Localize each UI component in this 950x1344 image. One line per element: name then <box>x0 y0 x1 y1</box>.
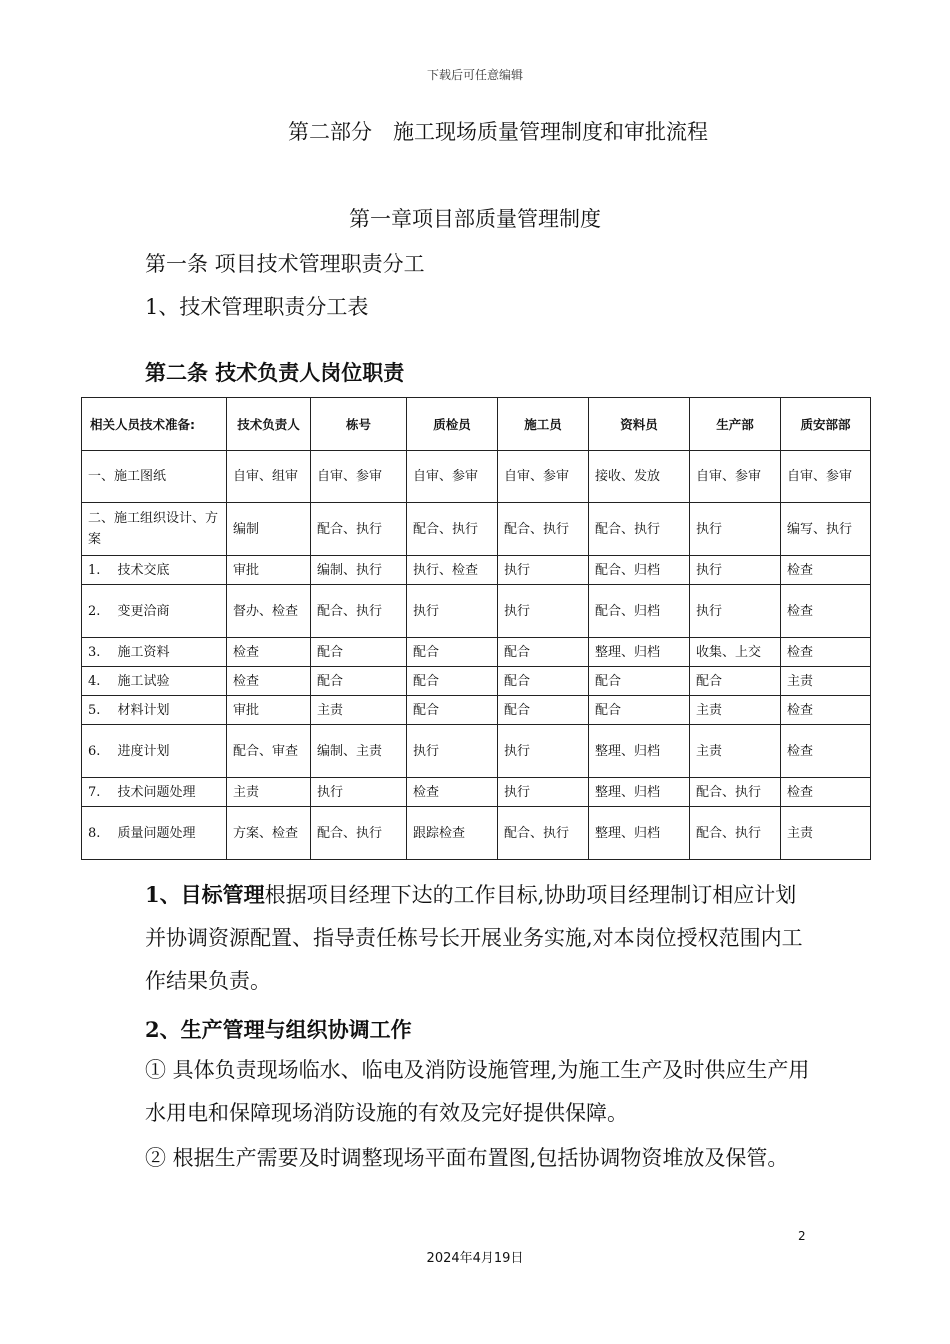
page-number: 2 <box>798 1229 806 1243</box>
table-row-label: 2. 变更洽商 <box>82 585 227 638</box>
table-cell: 主责 <box>311 696 407 725</box>
table-cell: 主责 <box>227 778 311 807</box>
table-cell: 方案、检查 <box>227 807 311 860</box>
table-cell: 检查 <box>227 638 311 667</box>
table-row <box>82 667 871 696</box>
table-cell: 检查 <box>781 778 871 807</box>
table-row-label: 6. 进度计划 <box>82 725 227 778</box>
table-header-cell: 施工员 <box>498 398 589 451</box>
table-body <box>82 451 871 860</box>
table-cell: 主责 <box>690 696 781 725</box>
table-cell: 执行 <box>690 556 781 585</box>
table-cell: 检查 <box>781 638 871 667</box>
table-cell: 编制 <box>227 503 311 556</box>
table-cell: 配合 <box>311 638 407 667</box>
table-cell: 执行 <box>498 585 589 638</box>
table-cell: 整理、归档 <box>589 638 690 667</box>
table-header-cell: 生产部 <box>690 398 781 451</box>
table-cell: 配合 <box>498 696 589 725</box>
table-cell: 接收、发放 <box>589 451 690 503</box>
table-row <box>82 725 871 778</box>
table-cell: 整理、归档 <box>589 807 690 860</box>
table-cell: 自审、组审 <box>227 451 311 503</box>
table-cell: 配合、执行 <box>589 503 690 556</box>
table-row-label: 1. 技术交底 <box>82 556 227 585</box>
header-note: 下载后可任意编辑 <box>426 68 523 82</box>
table-cell: 编写、执行 <box>781 503 871 556</box>
table-cell: 自审、参审 <box>311 451 407 503</box>
table-row-label: 3. 施工资料 <box>82 638 227 667</box>
table-cell: 审批 <box>227 556 311 585</box>
part-title: 第二部分 施工现场质量管理制度和审批流程 <box>288 120 708 144</box>
table-cell: 检查 <box>227 667 311 696</box>
paragraph-target-management <box>145 873 810 1003</box>
chapter-title: 第一章项目部质量管理制度 <box>349 207 601 231</box>
table-cell: 跟踪检查 <box>407 807 498 860</box>
table-row <box>82 807 871 860</box>
table-cell: 配合、审查 <box>227 725 311 778</box>
table-cell: 配合 <box>407 638 498 667</box>
table-cell: 自审、参审 <box>407 451 498 503</box>
table-cell: 主责 <box>781 667 871 696</box>
table-cell: 执行 <box>311 778 407 807</box>
table-cell: 执行 <box>498 556 589 585</box>
table-cell: 配合 <box>407 667 498 696</box>
production-management-heading: 2、生产管理与组织协调工作 <box>145 1017 412 1042</box>
table-row <box>82 556 871 585</box>
table-row-label: 8. 质量问题处理 <box>82 807 227 860</box>
table-cell: 检查 <box>781 696 871 725</box>
table-header-cell: 资料员 <box>589 398 690 451</box>
table-cell: 检查 <box>781 556 871 585</box>
table-cell: 自审、参审 <box>498 451 589 503</box>
table-cell: 执行 <box>407 585 498 638</box>
table-cell: 执行、检查 <box>407 556 498 585</box>
table-cell: 配合、执行 <box>498 807 589 860</box>
table-cell: 配合 <box>498 638 589 667</box>
table-cell: 配合、执行 <box>690 778 781 807</box>
table-cell: 配合 <box>589 696 690 725</box>
paragraph-text: 根据项目经理下达的工作目标,协助项目经理制订相应计划并协调资源配置、指导责任栋号长开展业务实施,对本岗位授权范围内工作结果负责。 <box>145 883 803 993</box>
table-cell: 审批 <box>227 696 311 725</box>
table-cell: 编制、主责 <box>311 725 407 778</box>
footer-date: 2024年4月19日 <box>426 1251 524 1266</box>
table-cell: 整理、归档 <box>589 725 690 778</box>
table-cell: 自审、参审 <box>690 451 781 503</box>
table-cell: 整理、归档 <box>589 778 690 807</box>
table-header-cell: 栋号 <box>311 398 407 451</box>
item-1-heading: 1、技术管理职责分工表 <box>145 295 369 319</box>
table-cell: 执行 <box>498 725 589 778</box>
table-row-label: 二、施工组织设计、方案 <box>82 503 227 556</box>
table-row-label: 5. 材料计划 <box>82 696 227 725</box>
table-cell: 配合 <box>407 696 498 725</box>
paragraph-lead: 1、目标管理 <box>145 882 265 907</box>
paragraph-utilities: ① 具体负责现场临水、临电及消防设施管理,为施工生产及时供应生产用水用电和保障现场消防设施的有效及完好提供保障。 <box>145 1058 810 1125</box>
table-cell: 配合 <box>690 667 781 696</box>
table-cell: 检查 <box>781 585 871 638</box>
table-row <box>82 585 871 638</box>
table-header-cell: 相关人员技术准备: <box>82 398 227 451</box>
table-cell: 收集、上交 <box>690 638 781 667</box>
table-header-cell: 质安部部 <box>781 398 871 451</box>
duty-table <box>81 397 871 860</box>
table-header-cell: 质检员 <box>407 398 498 451</box>
table-cell: 检查 <box>781 725 871 778</box>
table-header-cell: 技术负责人 <box>227 398 311 451</box>
table-cell: 主责 <box>781 807 871 860</box>
table-cell: 配合、执行 <box>498 503 589 556</box>
table-cell: 配合、执行 <box>690 807 781 860</box>
table-cell: 配合 <box>589 667 690 696</box>
table-cell: 检查 <box>407 778 498 807</box>
table-cell: 自审、参审 <box>781 451 871 503</box>
table-cell: 配合、归档 <box>589 585 690 638</box>
table-cell: 编制、执行 <box>311 556 407 585</box>
table-row <box>82 778 871 807</box>
table-cell: 执行 <box>407 725 498 778</box>
table-row <box>82 696 871 725</box>
table-row-label: 一、施工图纸 <box>82 451 227 503</box>
table-cell: 配合、执行 <box>311 585 407 638</box>
table-cell: 配合、归档 <box>589 556 690 585</box>
table-cell: 配合 <box>311 667 407 696</box>
table-row <box>82 503 871 556</box>
table-header-row <box>82 398 871 451</box>
table-cell: 配合、执行 <box>407 503 498 556</box>
table-cell: 执行 <box>690 585 781 638</box>
table-cell: 督办、检查 <box>227 585 311 638</box>
table-cell: 执行 <box>498 778 589 807</box>
table-row-label: 4. 施工试验 <box>82 667 227 696</box>
table-cell: 主责 <box>690 725 781 778</box>
article-2-heading: 第二条 技术负责人岗位职责 <box>145 360 405 385</box>
article-1-heading: 第一条 项目技术管理职责分工 <box>145 252 425 276</box>
table-cell: 配合 <box>498 667 589 696</box>
paragraph-site-layout: ② 根据生产需要及时调整现场平面布置图,包括协调物资堆放及保管。 <box>145 1146 789 1170</box>
table-cell: 执行 <box>690 503 781 556</box>
table-row <box>82 638 871 667</box>
table-cell: 配合、执行 <box>311 503 407 556</box>
table-row <box>82 451 871 503</box>
table-row-label: 7. 技术问题处理 <box>82 778 227 807</box>
table-cell: 配合、执行 <box>311 807 407 860</box>
